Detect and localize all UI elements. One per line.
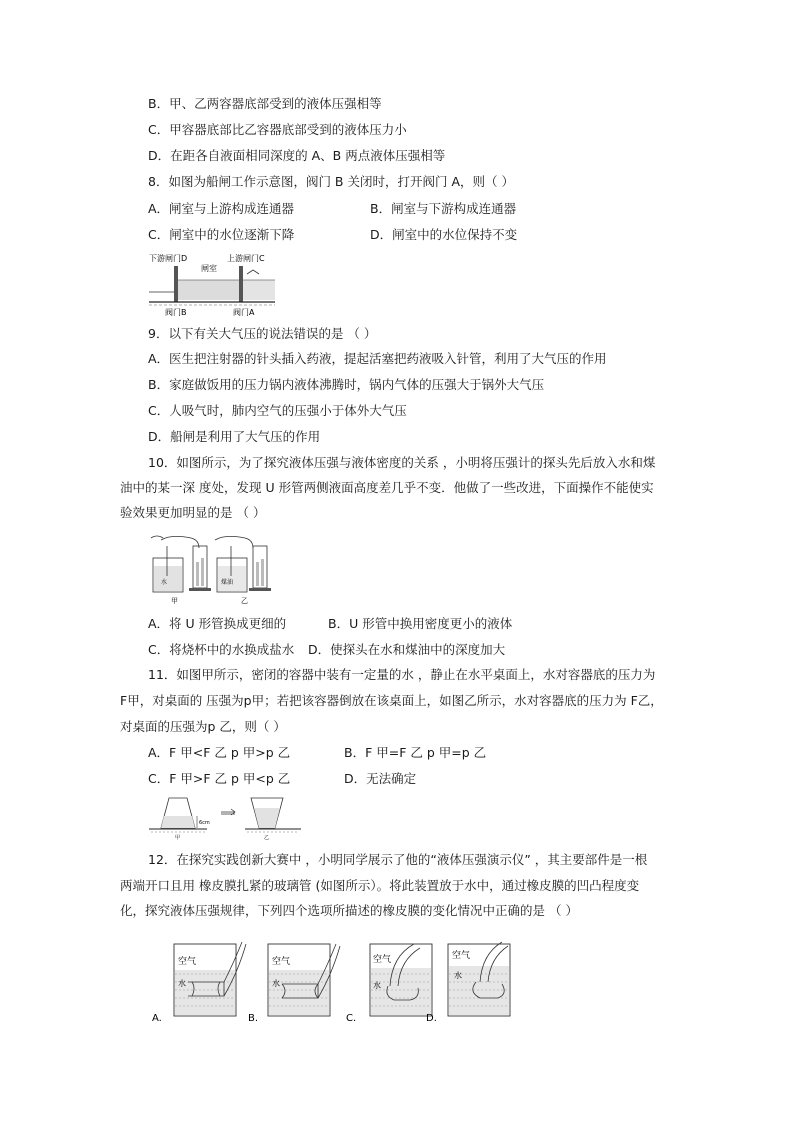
q9-option-d: D．船闸是利用了大气压的作用 [148,429,321,444]
q11-option-c: C．F 甲>F 乙 p 甲<p 乙 [148,771,291,786]
q11-option-a: A．F 甲<F 乙 p 甲>p 乙 [148,745,291,760]
q10-stem-line1: 10．如图所示，为了探究液体压强与液体密度的关系 ，小明将压强计的探头先后放入水和煤 [148,455,656,470]
q12-a-water: 水 [178,979,186,988]
q12-d-water: 水 [454,971,462,980]
q9-option-c: C．人吸气时，肺内空气的压强小于体外大气压 [148,403,407,418]
q10-option-c: C．将烧杯中的水换成盐水 [148,642,295,657]
q11-options-row1 [148,744,708,762]
q12-c-water: 水 [373,981,381,990]
q9-option-a: A．医生把注射器的针头插入药液，提起活塞把药液吸入针管，利用了大气压的作用 [148,351,607,366]
q8-option-c: C．闸室中的水位逐渐下降 [148,227,295,242]
q8-option-a: A．闸室与上游构成连通器 [148,201,295,216]
q12-c-air: 空气 [373,955,392,965]
q10-fig-yi: 乙 [241,597,248,605]
q10-pressure-gauge-figure [147,532,273,608]
q8-ship-lock-figure [147,252,277,318]
q12-option-d-figure [426,942,510,1024]
q7-option-b: B．甲、乙两容器底部受到的液体压强相等 [148,96,382,111]
q11-stem-line3: 对桌面的压强为p 乙，则（ ） [120,719,286,734]
q11-fig-yi: 乙 [264,835,270,841]
q12-option-c-figure [346,944,432,1024]
q11-option-d: D．无法确定 [344,771,417,786]
q12-label-b: B. [248,1013,259,1024]
q10-stem-line2: 油中的某一深 度处，发现 U 形管两侧液面高度差几乎不变．他做了一些改进，下面操作不能使实 [120,480,654,495]
q10-options-row2 [148,641,708,659]
q9-stem: 9．以下有关大气压的说法错误的是 （ ） [148,326,377,341]
q8-fig-valve-a: 阀门A [233,308,255,317]
q8-fig-chamber: 闸室 [201,264,217,273]
q10-option-d: D．使探头在水和煤油中的深度加大 [308,642,506,657]
q12-stem-line1: 12．在探究实践创新大赛中 ，小明同学展示了他的“液体压强演示仪” ，其主要部件是一根 [148,852,648,867]
q8-option-d: D．闸室中的水位保持不变 [370,227,518,242]
q12-option-a-figure [152,942,246,1024]
q8-options-row1 [148,200,708,218]
q8-fig-down-gate: 下游闸门D [149,254,188,263]
q10-option-a: A．将 U 形管换成更细的 [148,616,287,631]
q10-option-b: B．U 形管中换用密度更小的液体 [328,616,513,631]
q10-fig-jia: 甲 [171,597,178,605]
q12-a-air: 空气 [178,957,197,967]
q12-option-b-figure [248,944,340,1024]
q8-fig-up-gate: 上游闸门C [227,254,265,263]
q12-beakers-figure [148,938,518,1026]
q11-stem-line1: 11．如图甲所示，密闭的容器中装有一定量的水 ，静止在水平桌面上，水对容器底的压力为 [148,667,656,682]
q12-stem-line3: 化，探究液体压强规律，下列四个选项所描述的橡皮膜的变化情况中正确的是 （ ） [120,903,578,918]
q12-b-water: 水 [272,979,280,988]
q10-options-row1 [148,615,708,633]
q12-d-air: 空气 [452,951,471,961]
q12-label-d: D. [426,1013,437,1024]
q10-fig-water: 水 [161,579,168,586]
q12-label-c: C. [346,1013,357,1024]
q10-stem-line3: 验效果更加明显的是 （ ） [120,505,266,520]
q7-option-c: C．甲容器底部比乙容器底部受到的液体压力小 [148,122,407,137]
q8-options-row2 [148,226,708,244]
q11-container-figure [147,794,305,842]
q8-option-b: B．闸室与下游构成连通器 [370,201,517,216]
q8-stem: 8．如图为船闸工作示意图，阀门 B 关闭时，打开阀门 A，则（ ） [148,174,514,189]
q11-fig-jia: 甲 [175,835,181,841]
q9-option-b: B．家庭做饭用的压力锅内液体沸腾时，锅内气体的压强大于锅外大气压 [148,377,545,392]
q12-label-a: A. [152,1013,162,1024]
q7-option-d: D．在距各自液面相同深度的 A、B 两点液体压强相等 [148,148,446,163]
q8-fig-valve-b: 阀门B [165,308,187,317]
q11-option-b: B．F 甲=F 乙 p 甲=p 乙 [344,745,487,760]
q12-stem-line2: 两端开口且用 橡皮膜扎紧的玻璃管 (如图所示）。将此装置放于水中，通过橡皮膜的凹凸程度变 [120,878,640,893]
q12-b-air: 空气 [272,957,291,967]
q11-fig-height: 6cm [199,820,210,826]
q11-options-row2 [148,770,708,788]
q10-fig-oil: 煤油 [221,579,234,586]
q11-stem-line2: F甲，对桌面的 压强为p甲；若把该容器倒放在该桌面上，如图乙所示，水对容器底的压力为 F乙， [120,693,663,708]
